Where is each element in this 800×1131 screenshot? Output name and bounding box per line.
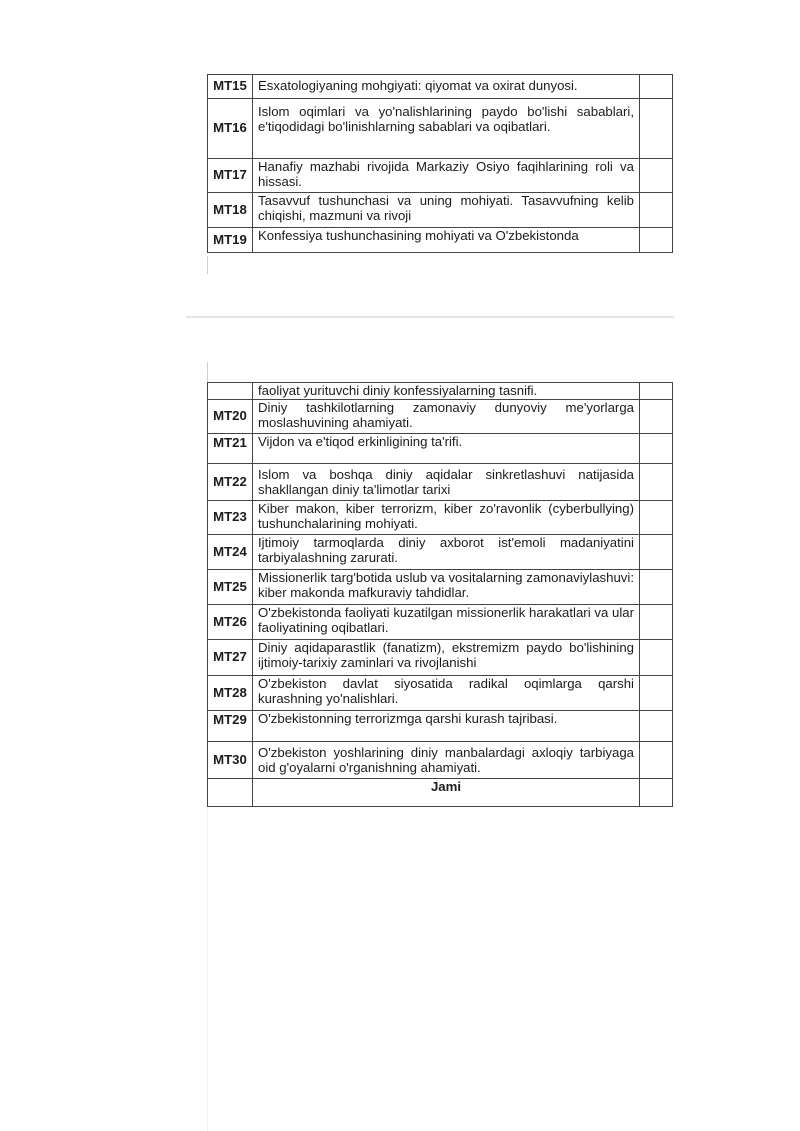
empty-cell bbox=[640, 75, 673, 99]
row-code: MT26 bbox=[208, 605, 253, 640]
empty-cell bbox=[640, 711, 673, 742]
margin-line-bottom bbox=[207, 362, 208, 382]
table-row bbox=[208, 570, 673, 605]
empty-cell bbox=[640, 464, 673, 501]
table-total-row bbox=[208, 779, 673, 807]
row-text: Islom oqimlari va yo'nalishlarining paydo bo'lishi sabablari, e'tiqodidagi bo'linishlarning sabablari va oqibatlari. bbox=[253, 99, 640, 159]
table-row bbox=[208, 711, 673, 742]
empty-cell bbox=[640, 742, 673, 779]
row-text: Tasavvuf tushunchasi va uning mohiyati. Tasavvufning kelib chiqishi, mazmuni va rivoji bbox=[253, 193, 640, 228]
table-row bbox=[208, 383, 673, 400]
table-row bbox=[208, 193, 673, 228]
topics-table-page1 bbox=[207, 74, 673, 253]
page-break-line bbox=[186, 316, 674, 318]
row-text: Ijtimoiy tarmoqlarda diniy axborot ist'emoli madaniyatini tarbiyalashning zarurati. bbox=[253, 535, 640, 570]
row-code-empty bbox=[208, 779, 253, 807]
table-row bbox=[208, 535, 673, 570]
empty-cell bbox=[640, 228, 673, 253]
row-code: MT19 bbox=[208, 228, 253, 253]
row-text: Islom va boshqa diniy aqidalar sinkretlashuvi natijasida shakllangan diniy ta'limotlar tarixi bbox=[253, 464, 640, 501]
empty-cell bbox=[640, 501, 673, 535]
empty-cell bbox=[640, 193, 673, 228]
table-row bbox=[208, 464, 673, 501]
row-code-empty bbox=[208, 383, 253, 400]
row-code: MT21 bbox=[208, 434, 253, 464]
row-text: O'zbekistonda faoliyati kuzatilgan missionerlik harakatlari va ular faoliyatining oqibatlari. bbox=[253, 605, 640, 640]
table-row bbox=[208, 400, 673, 434]
row-text: Missionerlik targ'botida uslub va vositalarning zamonaviylashuvi: kiber makonda mafkuraviy tahdidlar. bbox=[253, 570, 640, 605]
row-text: O'zbekistonning terrorizmga qarshi kurash tajribasi. bbox=[253, 711, 640, 742]
row-text: Hanafiy mazhabi rivojida Markaziy Osiyo faqihlarining roli va hissasi. bbox=[253, 159, 640, 193]
row-code: MT28 bbox=[208, 676, 253, 711]
row-code: MT29 bbox=[208, 711, 253, 742]
row-code: MT15 bbox=[208, 75, 253, 99]
table-row bbox=[208, 605, 673, 640]
table-row bbox=[208, 742, 673, 779]
row-code: MT27 bbox=[208, 640, 253, 676]
row-text: Diniy tashkilotlarning zamonaviy dunyoviy me'yorlarga moslashuvining ahamiyati. bbox=[253, 400, 640, 434]
table-row bbox=[208, 676, 673, 711]
table-row bbox=[208, 75, 673, 99]
table-row bbox=[208, 640, 673, 676]
row-code: MT18 bbox=[208, 193, 253, 228]
empty-cell bbox=[640, 159, 673, 193]
table-row bbox=[208, 501, 673, 535]
row-text: Esxatologiyaning mohgiyati: qiyomat va oxirat dunyosi. bbox=[253, 75, 640, 99]
row-code: MT30 bbox=[208, 742, 253, 779]
empty-cell bbox=[640, 400, 673, 434]
empty-cell bbox=[640, 434, 673, 464]
empty-cell bbox=[640, 640, 673, 676]
row-text: Diniy aqidaparastlik (fanatizm), ekstremizm paydo bo'lishining ijtimoiy-tarixiy zaminlari va rivojlanishi bbox=[253, 640, 640, 676]
margin-line-lower bbox=[207, 809, 208, 1131]
row-text: O'zbekiston davlat siyosatida radikal oqimlarga qarshi kurashning yo'nalishlari. bbox=[253, 676, 640, 711]
row-code: MT17 bbox=[208, 159, 253, 193]
margin-line-top bbox=[207, 256, 208, 274]
row-text: Kiber makon, kiber terrorizm, kiber zo'ravonlik (cyberbullying) tushunchalarining mohiyati. bbox=[253, 501, 640, 535]
empty-cell bbox=[640, 570, 673, 605]
empty-cell bbox=[640, 605, 673, 640]
row-code: MT24 bbox=[208, 535, 253, 570]
row-text: O'zbekiston yoshlarining diniy manbalardagi axloqiy tarbiyaga oid g'oyalarni o'rganishning ahamiyati. bbox=[253, 742, 640, 779]
empty-cell bbox=[640, 99, 673, 159]
table-row bbox=[208, 159, 673, 193]
table-row bbox=[208, 228, 673, 253]
topics-table-page2 bbox=[207, 382, 673, 807]
empty-cell bbox=[640, 383, 673, 400]
empty-cell bbox=[640, 779, 673, 807]
table-row bbox=[208, 434, 673, 464]
table-row bbox=[208, 99, 673, 159]
row-text-continuation: faoliyat yurituvchi diniy konfessiyalarning tasnifi. bbox=[253, 383, 640, 400]
row-code: MT23 bbox=[208, 501, 253, 535]
empty-cell bbox=[640, 535, 673, 570]
row-text: Konfessiya tushunchasining mohiyati va O'zbekistonda bbox=[253, 228, 640, 253]
row-code: MT25 bbox=[208, 570, 253, 605]
total-label: Jami bbox=[253, 779, 640, 807]
row-code: MT16 bbox=[208, 99, 253, 159]
empty-cell bbox=[640, 676, 673, 711]
row-code: MT22 bbox=[208, 464, 253, 501]
row-code: MT20 bbox=[208, 400, 253, 434]
row-text: Vijdon va e'tiqod erkinligining ta'rifi. bbox=[253, 434, 640, 464]
